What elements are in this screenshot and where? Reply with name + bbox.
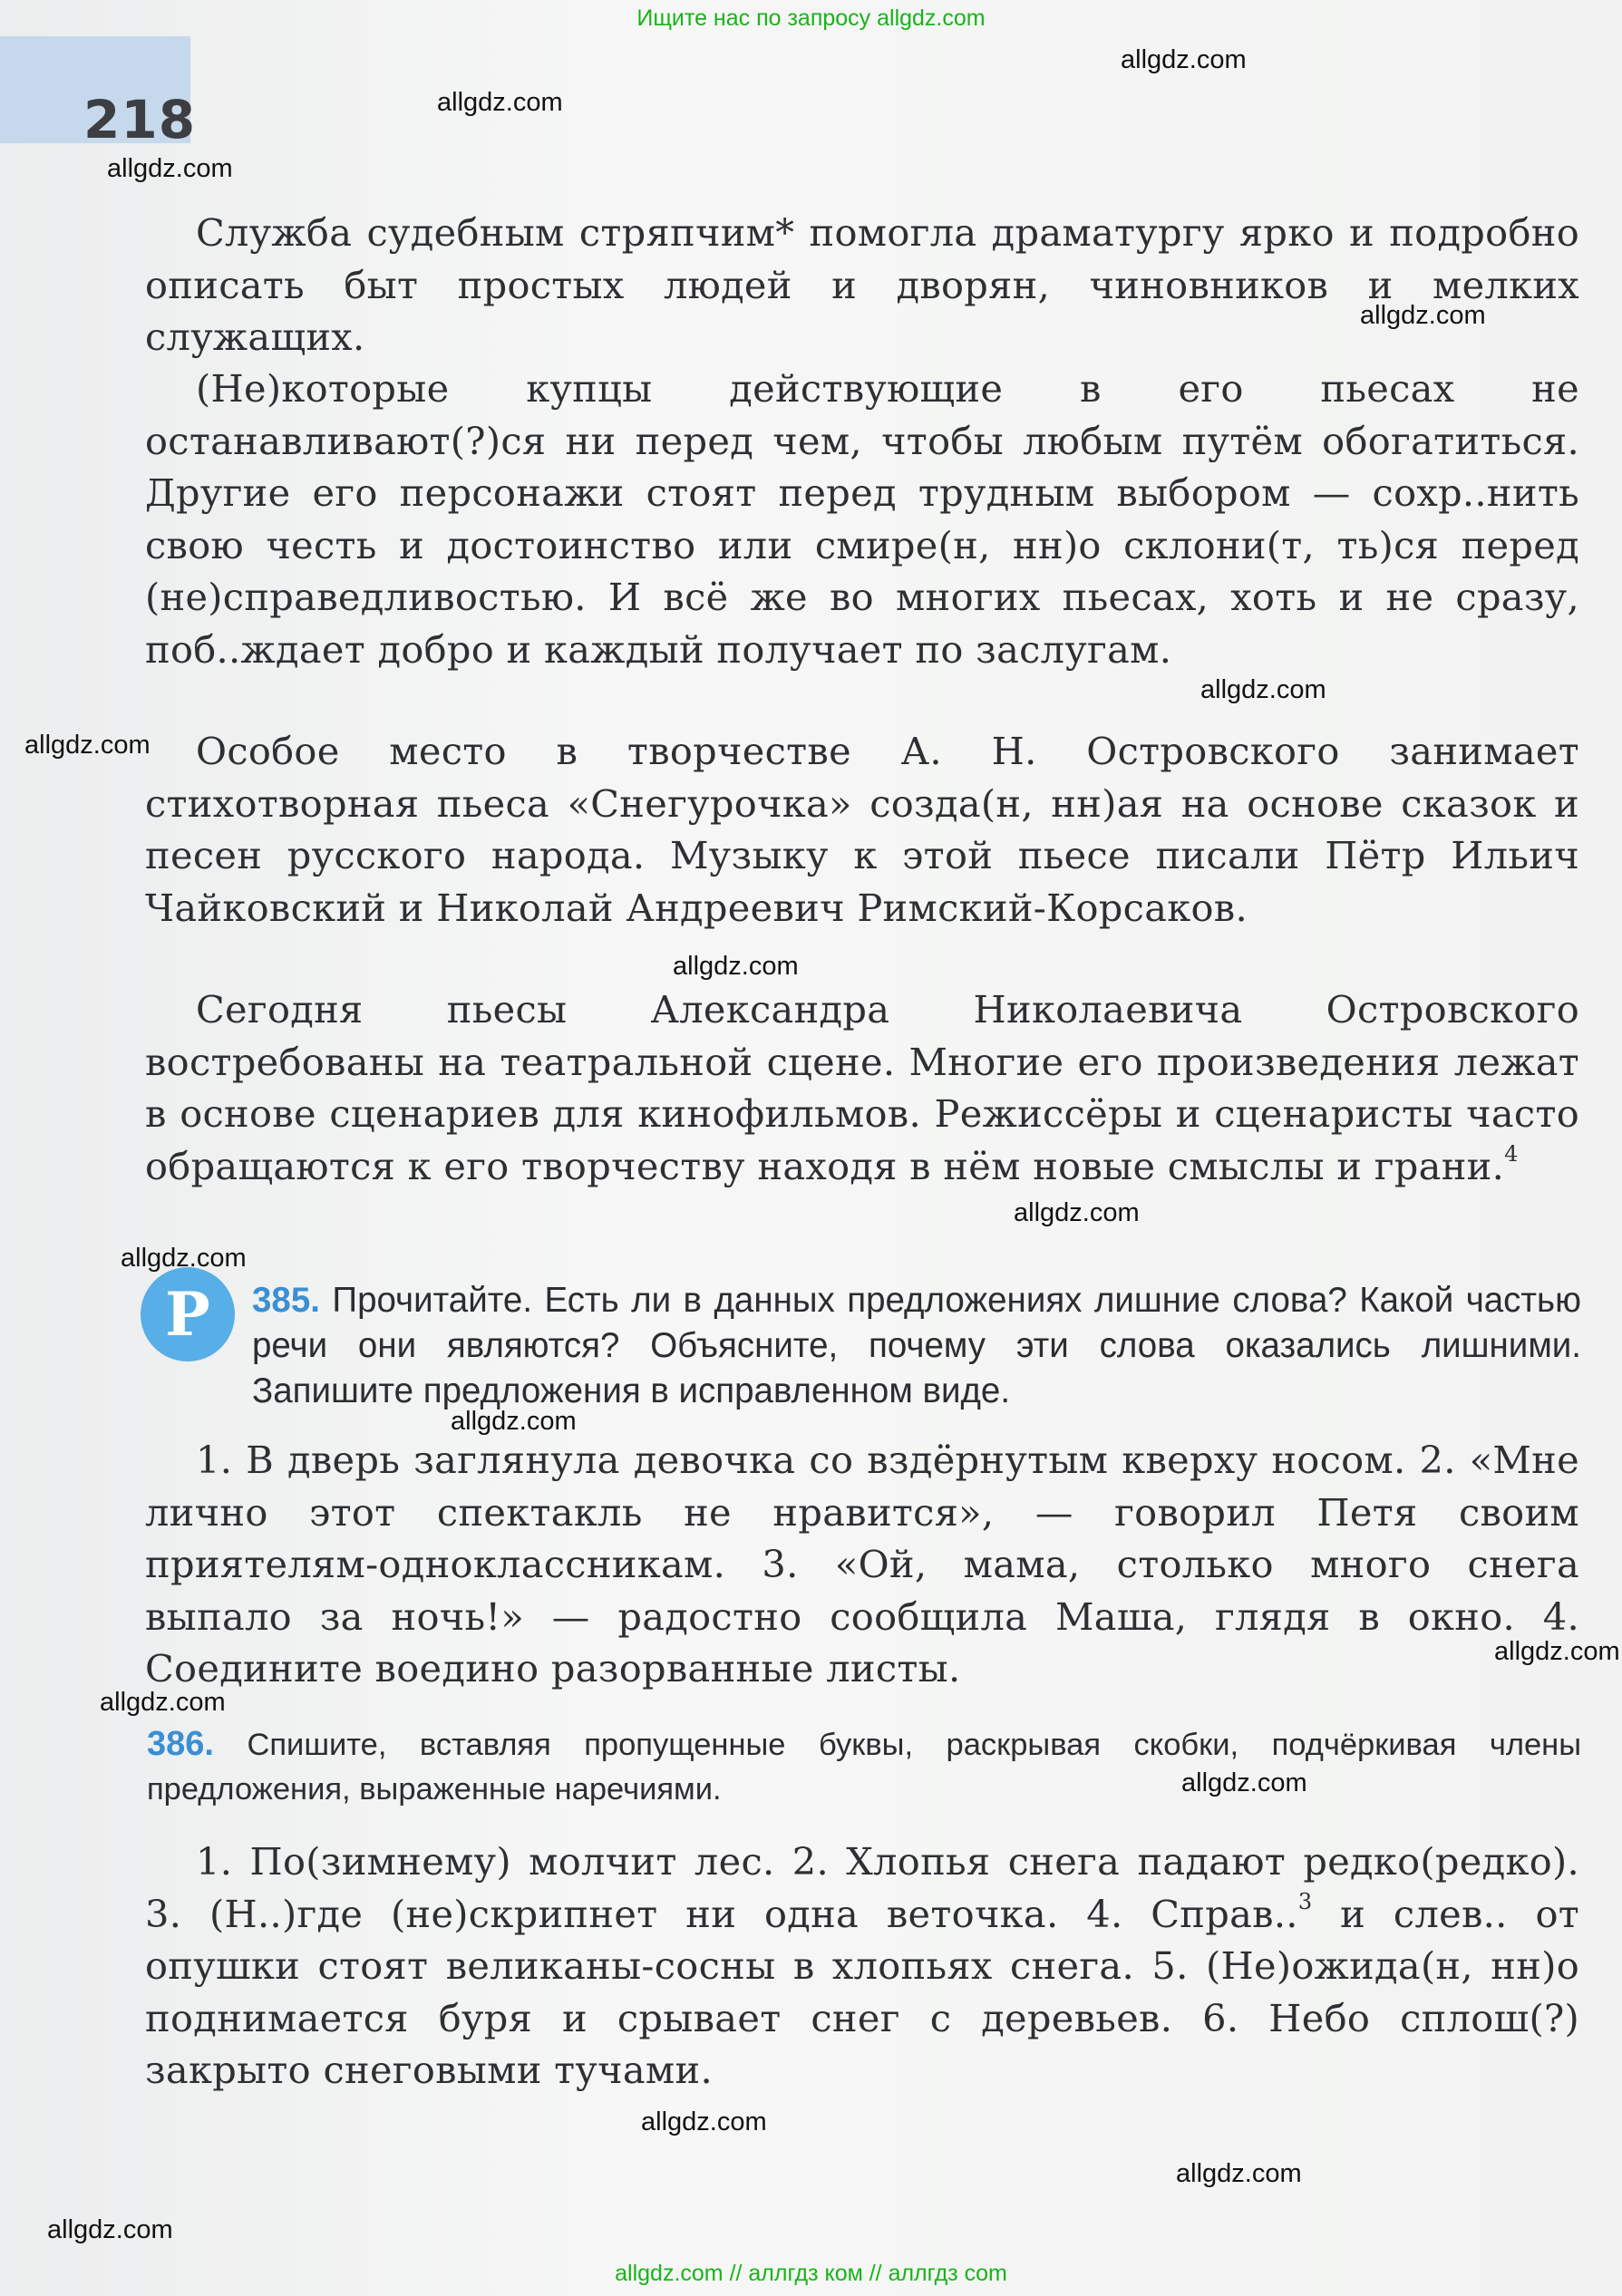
task-386-instruction-text: Спишите, вставляя пропущенные буквы, раскрывая скобки, подчёркивая члены предложения, выраженные наречиями. [147,1728,1581,1807]
task-386-text-b: и слев.. от опушки стоят великаны-сосны в хлопьях снега. 5. (Не)ожида(н, нн)о поднимается буря и срывает снег с деревьев. 6. Небо сплош(?) закрыто снеговыми тучами. [145,1891,1579,2092]
paragraph-3: Особое место в творчестве А. Н. Островского занимает стихотворная пьеса «Снегурочка» созда(н, нн)ая на основе сказок и песен русского народа. Музыку к этой пьесе писали Пётр Ильич Чайковский и Николай Андреевич Римский-Корсаков. [145,729,1579,930]
watermark: allgdz.com [107,154,233,183]
watermark: allgdz.com [673,952,799,981]
task-385-text: 1. В дверь заглянула девочка со вздёрнутым кверху носом. 2. «Мне лично этот спектакль не нравится», — говорил Петя своим приятелям-одноклассникам. 3. «Ой, мама, столько много снега выпало за ночь!» — радостно сообщила Маша, глядя в окно. 4. Соедините воедино разорванные листы. [145,1438,1579,1691]
paragraph-1: Служба судебным стряпчим* помогла драматургу ярко и подробно описать быт простых людей и дворян, чиновников и мелких служащих. [145,210,1579,359]
watermark: allgdz.com [437,88,563,117]
paragraph-4 [145,983,1579,1192]
task-385-instruction-text: Прочитайте. Есть ли в данных предложениях лишние слова? Какой частью речи они являются? Объясните, почему эти слова оказались лишними. Запишите предложения в исправленном виде. [252,1281,1581,1410]
watermark: allgdz.com [1121,45,1247,74]
watermark: allgdz.com [451,1407,577,1436]
task-386-number: 386. [147,1725,214,1763]
watermark: allgdz.com [1176,2159,1302,2188]
paragraph-4-text: Сегодня пьесы Александра Николаевича Островского востребованы на театральной сцене. Многие его произведения лежат в основе сценариев для кинофильмов. Режиссёры и сценаристы часто обращаются к его творчеству находя в нём новые смыслы и грани. [145,987,1579,1188]
watermark: allgdz.com [47,2215,173,2244]
task-385-instruction [252,1278,1581,1414]
task-386-instruction [147,1722,1581,1812]
task-386-text-a: 1. По(зимнему) молчит лес. 2. Хлопья снега падают редко(редко). 3. (Н..)где (не)скрипнет ни одна веточка. 4. Справ.. [145,1839,1579,1936]
footnote-mark-4: 4 [1504,1140,1519,1167]
watermark: allgdz.com [121,1244,247,1273]
watermark: allgdz.com [1494,1637,1620,1666]
watermark: allgdz.com [1181,1768,1307,1797]
bottom-banner: allgdz.com // аллгдз ком // аллгдз com [615,2261,1007,2286]
task-386-text [145,1836,1579,2097]
watermark: allgdz.com [1014,1198,1140,1227]
top-banner: Ищите нас по запросу allgdz.com [636,5,986,31]
watermark: allgdz.com [100,1688,226,1717]
task-385-badge: Р [141,1267,235,1361]
watermark: allgdz.com [1360,301,1486,330]
watermark: allgdz.com [641,2107,767,2136]
paragraph-2: (Не)которые купцы действующие в его пьесах не останавливают(?)ся ни перед чем, чтобы любым путём обогатиться. Другие его персонажи стоят перед трудным выбором — сохр..нить свою честь и достоинство или смире(н, нн)о склони(т, ть)ся перед (не)справедливостью. И всё же во многих пьесах, хоть и не сразу, поб..ждает добро и каждый получает по заслугам. [145,366,1579,672]
watermark: allgdz.com [1200,675,1326,704]
footnote-mark-3: 3 [1297,1888,1313,1914]
task-385-number: 385. [252,1281,320,1320]
watermark: allgdz.com [24,731,151,760]
page-number: 218 [83,89,197,150]
